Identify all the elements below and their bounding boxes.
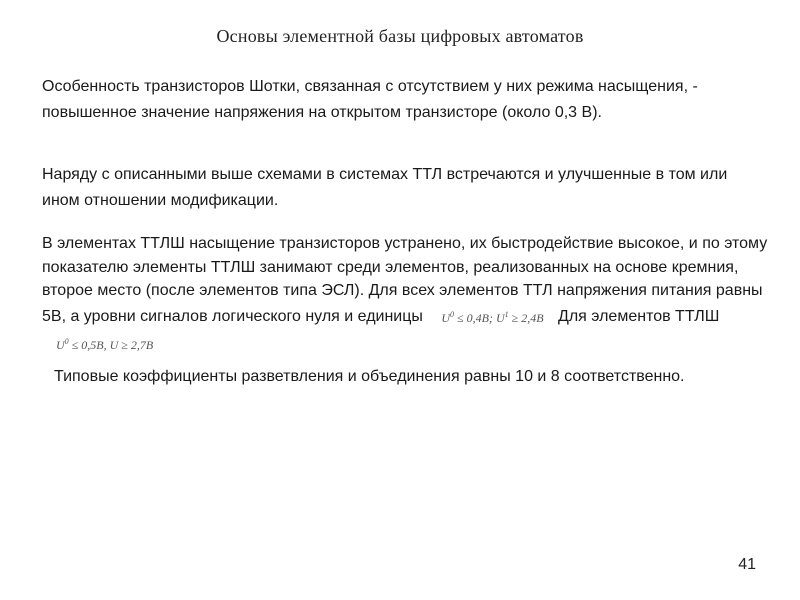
formula-ttl-u0-relation: ≤ 0,4В; [457,310,493,325]
formula-ttlsh-u0-relation: ≤ 0,5В, [71,338,107,352]
paragraph-schottky: Особенность транзисторов Шотки, связанная с отсутствием у них режима насыщения, - повышенное значение напряжения на открытом транзисторе (около 0,3 В). [42,78,698,121]
page-number: 41 [738,556,756,573]
paragraph-ttlsh [42,232,772,358]
slide-title: Основы элементной базы цифровых автоматов [216,26,584,46]
formula-ttlsh-u1-symbol: U [109,338,119,352]
formula-ttlsh-u0-symbol: U [56,338,65,352]
formula-ttlsh-u0-sup: 0 [64,337,69,346]
formula-ttlsh-u1-relation: ≥ 2,7В [121,338,154,352]
formula-ttl-u0-sup: 0 [450,309,455,319]
formula-ttl-u1-symbol: U [495,310,505,325]
paragraph-ttlsh-text: В элементах ТТЛШ насыщение транзисторов устранено, их быстродействие высокое, и по этому показателю элементы ТТЛШ занимают среди элементов, реализованных на основе кремния, второе место (после элементов типа ЭСЛ). Для всех элементов ТТЛ напряжения питания равны 5В, а уровни сигналов логического нуля и единицы [42,235,768,325]
paragraph-modifications: Наряду с описанными выше схемами в системах ТТЛ встречаются и улучшенные в том или ином отношении модификации. [42,166,728,209]
paragraph-ttlsh-tail: Для элементов ТТЛШ [558,307,720,325]
formula-ttl-levels [441,303,543,331]
formula-ttl-u0-symbol: U [441,310,451,325]
formula-ttlsh-levels [56,330,153,358]
formula-ttl-u1-sup: 1 [504,309,509,319]
formula-ttl-u1-relation: ≥ 2,4В [511,310,544,325]
paragraph-fanout: Типовые коэффициенты разветвления и объединения равны 10 и 8 соответственно. [54,368,685,385]
